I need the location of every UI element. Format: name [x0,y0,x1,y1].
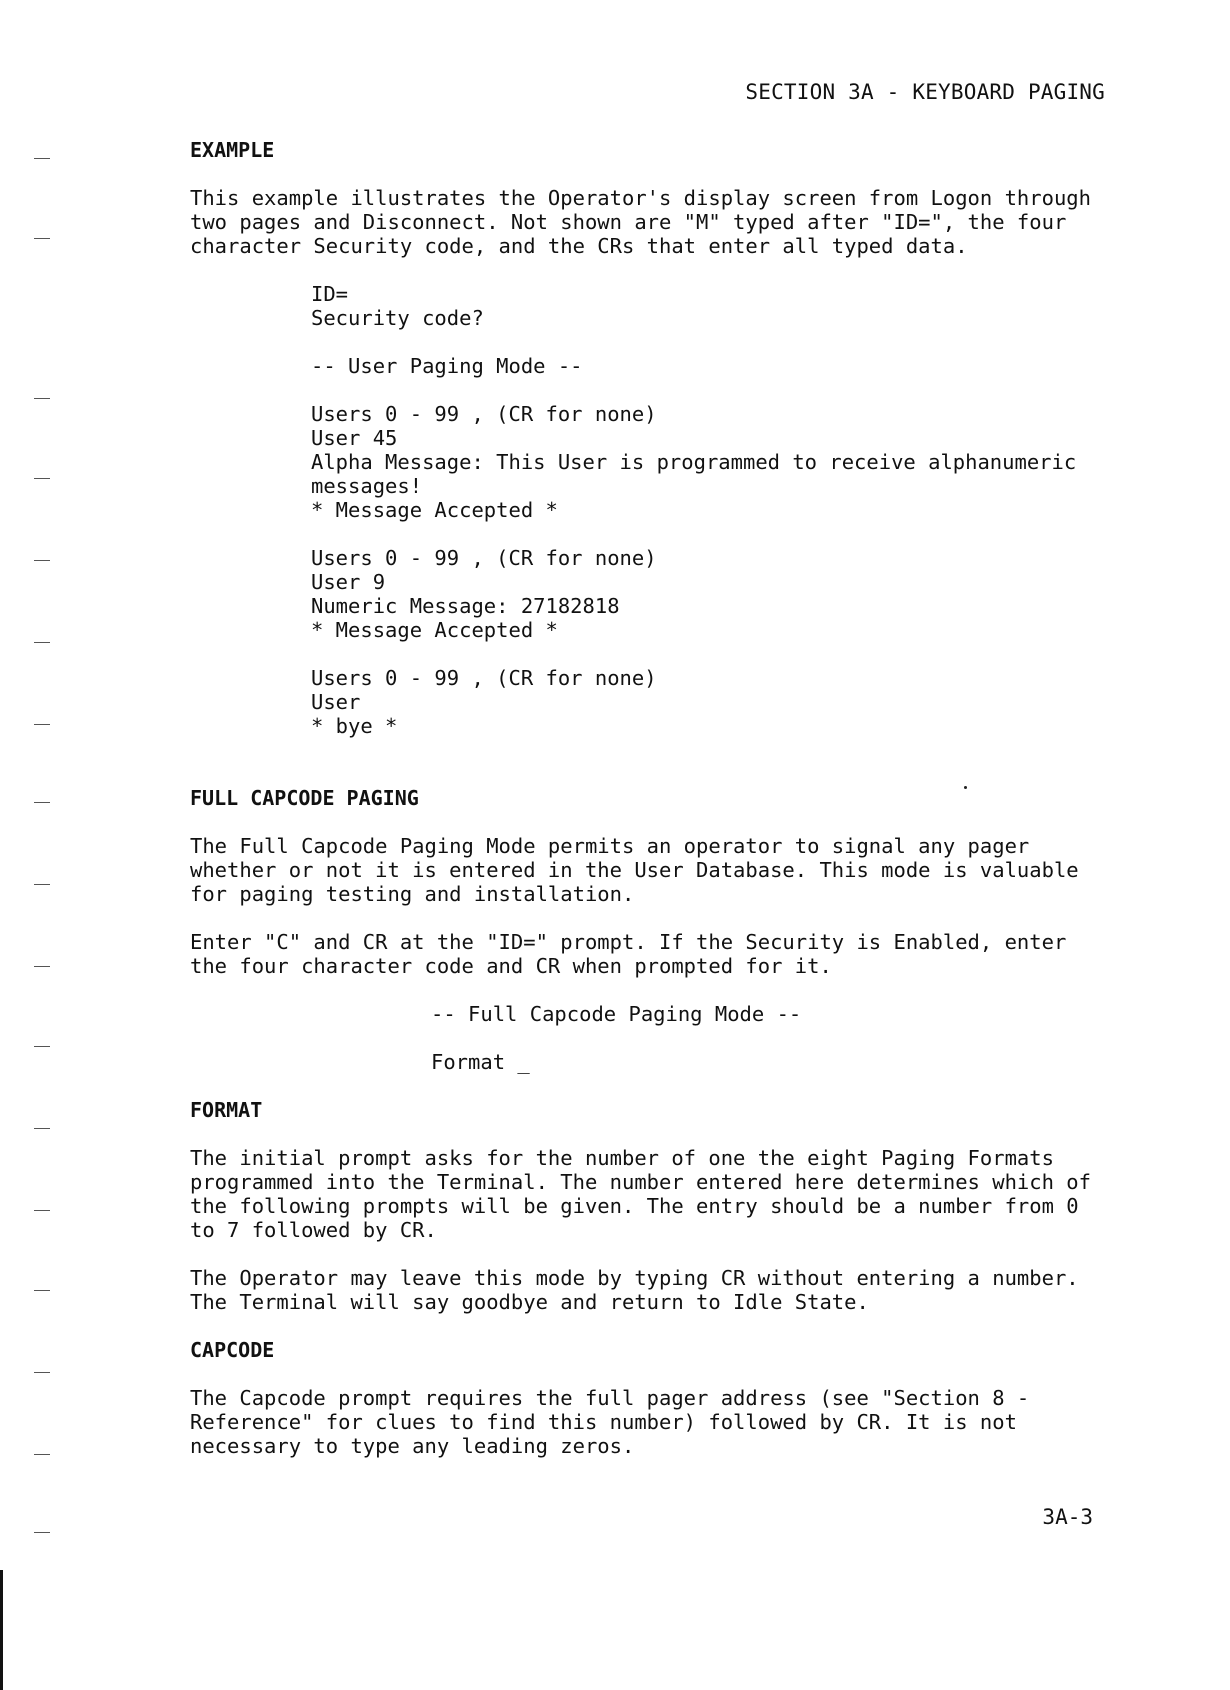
screen-line: Users 0 - 99 , (CR for none) [311,666,657,690]
capcode-para-1: The Capcode prompt requires the full pager address (see "Section 8 - Reference" for clues to find this number) followed by CR. It is not necessary to type any leading zeros. [190,1386,1042,1458]
screen-line: User 45 [311,426,398,450]
margin-mark [34,158,50,159]
margin-mark [34,802,50,803]
full-capcode-para-1: The Full Capcode Paging Mode permits an operator to signal any pager whether or not it is entered in the User Database. This mode is valuable for paging testing and installation. [190,834,1091,906]
margin-mark [34,1046,50,1047]
example-heading: EXAMPLE [190,138,275,162]
screen-line: Security code? [311,306,484,330]
capcode-heading: CAPCODE [190,1338,275,1362]
margin-mark [34,560,50,561]
screen-line: messages! [311,474,423,498]
margin-mark [34,884,50,885]
screen-line: * Message Accepted * [311,498,558,522]
screen-line: * bye * [311,714,398,738]
margin-mark [34,238,50,239]
page-number: 3A-3 [1042,1505,1093,1529]
main-content [190,138,1110,1482]
binding-edge [0,1570,3,1690]
margin-mark [34,1372,50,1373]
section-header: SECTION 3A - KEYBOARD PAGING [745,80,1105,104]
full-capcode-heading: FULL CAPCODE PAGING [190,786,419,810]
margin-mark [34,1128,50,1129]
screen-line: -- User Paging Mode -- [311,354,583,378]
screen-line: * Message Accepted * [311,618,558,642]
example-screen [311,282,1110,738]
margin-mark [34,398,50,399]
screen-line: Format _ [431,1050,530,1074]
margin-mark [34,642,50,643]
screen-line: User 9 [311,570,386,594]
margin-mark [34,724,50,725]
screen-line: Users 0 - 99 , (CR for none) [311,546,657,570]
full-capcode-screen [431,1002,1110,1074]
format-para-2: The Operator may leave this mode by typing CR without entering a number. The Terminal will say goodbye and return to Idle State. [190,1266,1091,1314]
screen-line: Alpha Message: This User is programmed to receive alphanumeric [311,450,1077,474]
screen-line: ID= [311,282,349,306]
margin-mark [34,966,50,967]
format-para-1: The initial prompt asks for the number of one the eight Paging Formats programmed into the Terminal. The number entered here determines which of the following prompts will be given. The entry should be a number from 0 to 7 followed by CR. [190,1146,1104,1242]
example-intro: This example illustrates the Operator's display screen from Logon through two pages and Disconnect. Not shown are "M" typed after "ID=", the four character Security code, and the CRs that enter all typed data. [190,186,1104,258]
screen-line: User [311,690,361,714]
screen-line: -- Full Capcode Paging Mode -- [431,1002,802,1026]
screen-line: Numeric Message: 27182818 [311,594,620,618]
screen-line: Users 0 - 99 , (CR for none) [311,402,657,426]
margin-mark [34,478,50,479]
margin-mark [34,1532,50,1533]
margin-mark [34,1290,50,1291]
full-capcode-para-2: Enter "C" and CR at the "ID=" prompt. If the Security is Enabled, enter the four character code and CR when prompted for it. [190,930,1079,978]
margin-mark [34,1454,50,1455]
margin-mark [34,1210,50,1211]
format-heading: FORMAT [190,1098,263,1122]
